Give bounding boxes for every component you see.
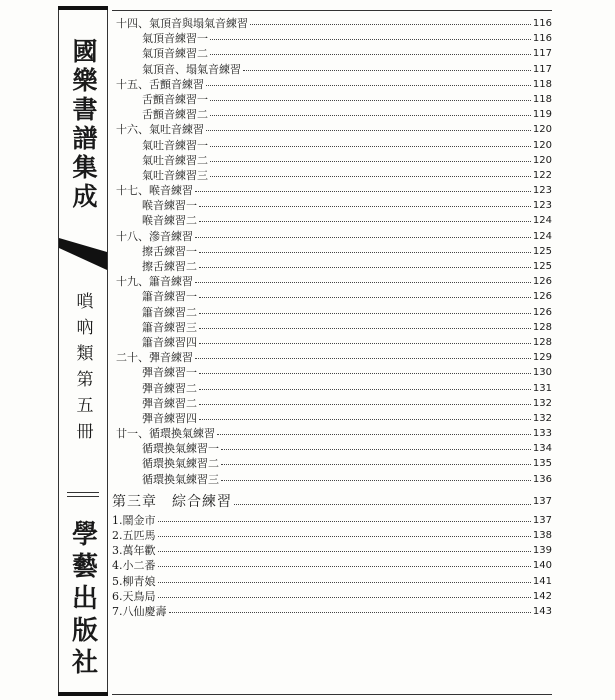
entry-title: 3.萬年歡	[112, 544, 156, 558]
leader-dots	[210, 168, 531, 177]
toc-subentry[interactable]	[112, 335, 552, 350]
entry-title: 十六、氣吐音練習	[116, 123, 204, 137]
sidebar-divider	[67, 492, 99, 493]
leader-dots	[158, 543, 531, 552]
entry-title: 2.五匹馬	[112, 529, 156, 542]
leader-dots	[199, 396, 531, 405]
entry-title: 喉音練習一	[142, 199, 197, 213]
leader-dots	[158, 574, 531, 583]
toc-subentry[interactable]	[112, 168, 552, 183]
page-number: 143	[532, 604, 552, 619]
leader-dots	[210, 92, 531, 101]
toc-subentry[interactable]	[112, 305, 552, 320]
toc-subentry[interactable]	[112, 244, 552, 259]
page-number: 123	[532, 183, 552, 198]
entry-title: 彈音練習二	[142, 381, 197, 395]
leader-dots	[158, 513, 531, 522]
entry-title: 4.小二番	[112, 559, 156, 573]
entry-title: 簫音練習一	[142, 290, 197, 304]
page-number: 120	[532, 122, 552, 137]
content-top-rule	[112, 10, 552, 11]
toc-piece[interactable]	[112, 558, 552, 573]
toc-section[interactable]	[112, 229, 552, 244]
toc-piece[interactable]	[112, 513, 552, 528]
page-number: 118	[532, 77, 552, 92]
entry-title: 簫音練習三	[142, 320, 197, 334]
sidebar-divider	[67, 496, 99, 497]
wedge-ornament	[59, 238, 107, 270]
leader-dots	[199, 335, 531, 344]
leader-dots	[199, 259, 531, 268]
entry-title: 氣頂音練習一	[142, 32, 208, 46]
toc-piece[interactable]	[112, 574, 552, 589]
entry-title: 簫音練習四	[142, 335, 197, 349]
page-number: 128	[532, 335, 552, 350]
page-number: 120	[532, 138, 552, 153]
leader-dots	[195, 274, 531, 283]
entry-title: 簫音練習二	[142, 305, 197, 319]
toc-subentry[interactable]	[112, 289, 552, 304]
page-number: 125	[532, 259, 552, 274]
entry-title: 5.柳青娘	[112, 574, 156, 588]
entry-title: 氣頂音練習二	[142, 47, 208, 61]
page-number: 128	[532, 320, 552, 335]
toc-subentry[interactable]	[112, 456, 552, 471]
leader-dots	[206, 122, 531, 131]
top-rule	[58, 6, 108, 10]
toc-section[interactable]	[112, 274, 552, 289]
volume-label: 嗩吶類第五冊	[72, 292, 93, 448]
toc-subentry[interactable]	[112, 46, 552, 61]
toc-subentry[interactable]	[112, 411, 552, 426]
page-number: 125	[532, 244, 552, 259]
leader-dots	[199, 381, 531, 390]
toc-piece[interactable]	[112, 528, 552, 543]
leader-dots	[221, 456, 531, 465]
bottom-rule	[58, 692, 108, 696]
page-number: 117	[532, 46, 552, 61]
toc-subentry[interactable]	[112, 138, 552, 153]
entry-title: 1.鬧金市	[112, 513, 156, 527]
leader-dots	[199, 305, 531, 314]
page-number: 116	[532, 16, 552, 31]
entry-title: 十四、氣頂音與塌氣音練習	[116, 17, 248, 30]
entry-title: 十七、喉音練習	[116, 184, 193, 198]
page-number: 140	[532, 558, 552, 573]
toc-subentry[interactable]	[112, 153, 552, 168]
toc-chapter[interactable]	[112, 491, 552, 513]
publisher-name: 學藝出版社	[67, 520, 98, 680]
toc-piece[interactable]	[112, 589, 552, 604]
toc-subentry[interactable]	[112, 92, 552, 107]
toc-section[interactable]	[112, 122, 552, 137]
page-number: 126	[532, 305, 552, 320]
page-number: 138	[532, 528, 552, 543]
page-number: 132	[532, 396, 552, 411]
entry-title: 循環換氣練習一	[142, 442, 219, 456]
toc-subentry[interactable]	[112, 472, 552, 487]
content-bottom-rule	[112, 694, 552, 695]
leader-dots	[158, 528, 531, 537]
leader-dots	[195, 183, 531, 192]
page-number: 131	[532, 381, 552, 396]
page-number: 134	[532, 441, 552, 456]
page-number: 126	[532, 289, 552, 304]
toc-subentry[interactable]	[112, 396, 552, 411]
entry-title: 7.八仙慶壽	[112, 604, 167, 618]
leader-dots	[206, 77, 531, 86]
page-number: 124	[532, 229, 552, 244]
entry-title: 氣吐音練習三	[142, 168, 208, 182]
page-number: 135	[532, 456, 552, 471]
toc-section[interactable]	[112, 183, 552, 198]
page-number: 129	[532, 350, 552, 365]
entry-title: 十五、舌顫音練習	[116, 77, 204, 91]
toc-subentry[interactable]	[112, 381, 552, 396]
leader-dots	[210, 138, 531, 147]
entry-title: 喉音練習二	[142, 214, 197, 228]
entry-title: 循環換氣練習三	[142, 472, 219, 486]
leader-dots	[199, 198, 531, 207]
sidebar-spine	[58, 6, 108, 696]
toc-subentry[interactable]	[112, 365, 552, 380]
page-number: 122	[532, 168, 552, 183]
leader-dots	[199, 365, 531, 374]
toc-subentry[interactable]	[112, 107, 552, 122]
page-number: 137	[532, 513, 552, 528]
entry-title: 彈音練習四	[142, 411, 197, 425]
entry-title: 6.天鳥局	[112, 589, 156, 603]
page-number: 120	[532, 153, 552, 168]
entry-title: 彈音練習一	[142, 366, 197, 380]
toc-subentry[interactable]	[112, 62, 552, 77]
page-number: 132	[532, 411, 552, 426]
entry-title: 舌顫音練習二	[142, 108, 208, 122]
toc-subentry[interactable]	[112, 259, 552, 274]
toc-section[interactable]	[112, 350, 552, 365]
entry-title: 循環換氣練習二	[142, 457, 219, 471]
toc-piece[interactable]	[112, 604, 552, 619]
leader-dots	[199, 289, 531, 298]
leader-dots	[199, 213, 531, 222]
toc-subentry[interactable]	[112, 198, 552, 213]
leader-dots	[195, 229, 531, 238]
page-number: 136	[532, 472, 552, 487]
entry-title: 氣吐音練習一	[142, 138, 208, 152]
leader-dots	[210, 107, 531, 116]
entry-title: 擦舌練習一	[142, 244, 197, 258]
leader-dots	[199, 244, 531, 253]
page-number: 117	[532, 62, 552, 77]
table-of-contents	[112, 16, 552, 619]
entry-title: 氣頂音、塌氣音練習	[142, 62, 241, 76]
page-number: 130	[532, 365, 552, 380]
page-number: 139	[532, 543, 552, 558]
leader-dots	[158, 558, 531, 567]
leader-dots	[199, 320, 531, 329]
toc-section[interactable]	[112, 426, 552, 441]
leader-dots	[195, 350, 531, 359]
leader-dots	[221, 441, 531, 450]
page-number: 126	[532, 274, 552, 289]
leader-dots	[234, 491, 531, 505]
entry-title: 十八、滲音練習	[116, 229, 193, 243]
leader-dots	[210, 31, 531, 40]
entry-title: 二十、彈音練習	[116, 351, 193, 365]
leader-dots	[169, 604, 531, 613]
entry-title: 十九、簫音練習	[116, 275, 193, 289]
toc-subentry[interactable]	[112, 441, 552, 456]
entry-title: 廿一、循環換氣練習	[116, 427, 215, 441]
leader-dots	[199, 411, 531, 420]
leader-dots	[158, 589, 531, 598]
page-number: 119	[532, 107, 552, 122]
page-number: 133	[532, 426, 552, 441]
page-number: 124	[532, 213, 552, 228]
page-number: 116	[532, 31, 552, 46]
toc-subentry[interactable]	[112, 213, 552, 228]
leader-dots	[217, 426, 531, 435]
leader-dots	[243, 62, 531, 71]
page-number: 137	[532, 491, 552, 513]
leader-dots	[210, 153, 531, 162]
toc-piece[interactable]	[112, 543, 552, 558]
entry-title: 彈音練習二	[142, 396, 197, 410]
toc-section[interactable]	[112, 16, 552, 31]
leader-dots	[210, 46, 531, 55]
page-number: 123	[532, 198, 552, 213]
leader-dots	[250, 16, 531, 25]
entry-title: 擦舌練習二	[142, 260, 197, 273]
toc-subentry[interactable]	[112, 320, 552, 335]
entry-title: 舌顫音練習一	[142, 92, 208, 106]
page-number: 141	[532, 574, 552, 589]
leader-dots	[221, 472, 531, 481]
series-title: 國樂書譜集成	[69, 38, 98, 212]
page-number: 142	[532, 589, 552, 604]
page-number: 118	[532, 92, 552, 107]
entry-title: 第三章 綜合練習	[112, 491, 233, 513]
toc-subentry[interactable]	[112, 31, 552, 46]
toc-section[interactable]	[112, 77, 552, 92]
entry-title: 氣吐音練習二	[142, 153, 208, 167]
